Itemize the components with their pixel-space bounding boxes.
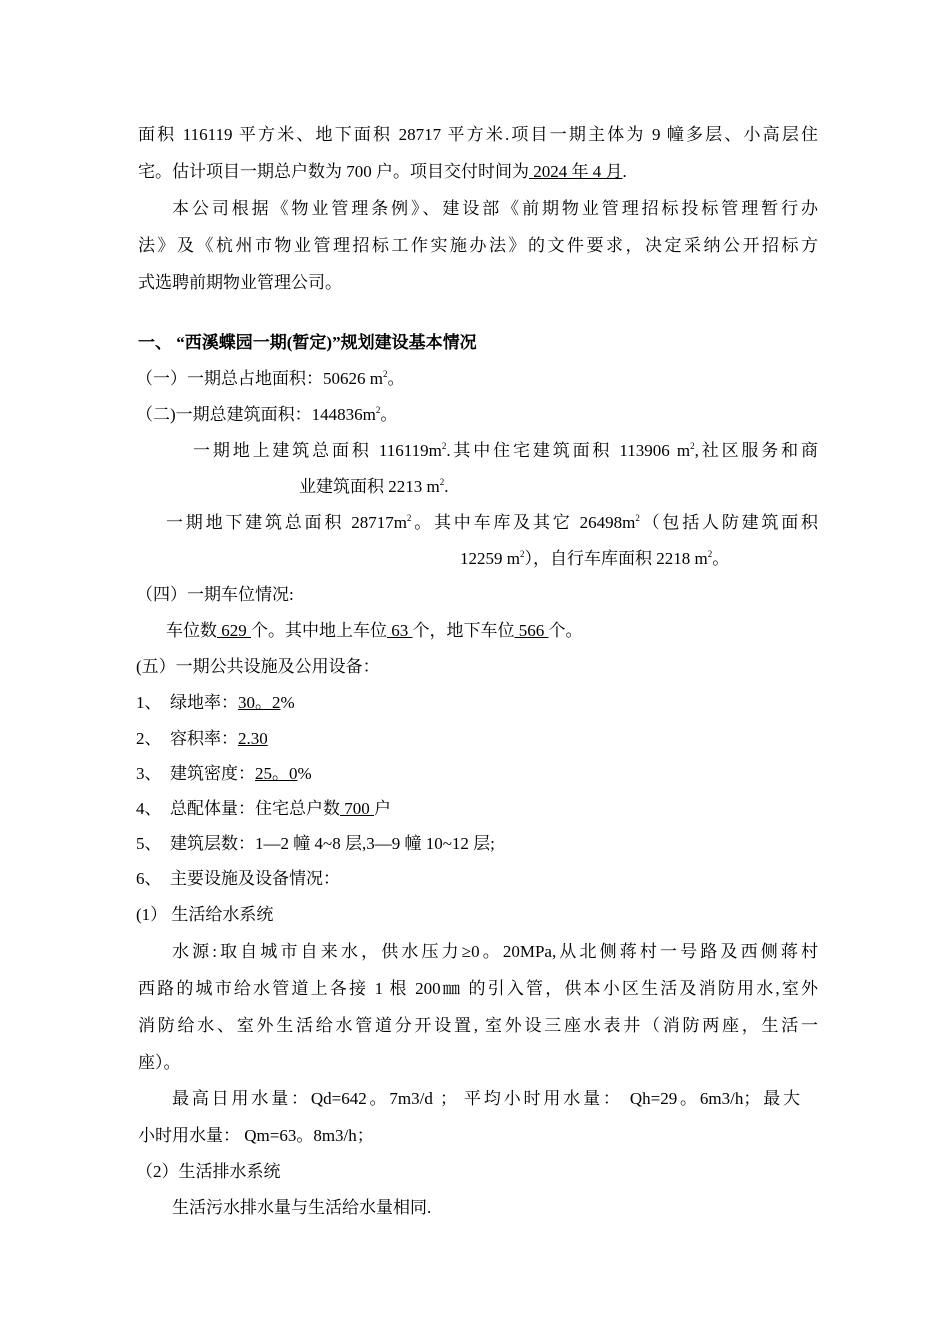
parking-info: 车位数 629 个。其中地上车位 63 个，地下车位 566 个。 — [166, 621, 583, 640]
parking-under: 566 — [514, 621, 549, 640]
intro-p2-line-3: 式选聘前期物业管理公司。 — [138, 273, 342, 292]
intro-p2-line-2: 法》及《杭州市物业管理招标工作实施办法》的文件要求，决定采纳公开招标方 — [138, 236, 818, 255]
total-building-area: （二)一期总建筑面积：$144836m^2$。 — [136, 405, 398, 424]
under-ground-area-line-2: 12259 $m^2$），自行车库面积 2218 $m^2$。 — [460, 549, 730, 568]
intro-line-1: 面积 116119 平方米、地下面积 28717 平方米.项目一期主体为 9 幢多层、小高层住 — [138, 125, 818, 144]
drainage-heading: （2）生活排水系统 — [136, 1162, 281, 1181]
above-ground-area-line-1: 一期地上建筑总面积 $116119m^2$.其中住宅建筑面积 113906 $m^2$,社区服务和商 — [193, 441, 819, 460]
water-source-line-2: 西路的城市给水管道上各接 1 根 200㎜ 的引入管，供本小区生活及消防用水,室外 — [138, 979, 818, 998]
water-source-line-1: 水源:取自城市自来水，供水压力≥0。20MPa,从北侧蒋村一号路及西侧蒋村 — [172, 942, 818, 961]
list-item: 5、 建筑层数：1—2 幢 4~8 层,3—9 幢 10~12 层; — [136, 834, 495, 853]
water-usage-line-2: 小时用水量： Qm=63。8m3/h； — [138, 1126, 374, 1145]
delivery-date: 2024 年 4 月 — [529, 162, 623, 181]
list-item: 2、 容积率：2.30 — [136, 729, 268, 748]
parking-total: 629 — [217, 621, 251, 640]
intro-p2-line-1: 本公司根据《物业管理条例》、建设部《前期物业管理招标投标管理暂行办 — [172, 199, 818, 218]
list-item: 6、 主要设施及设备情况： — [136, 869, 340, 888]
water-usage-line-1: 最高日用水量：Qd=642。7m3/d ； 平均小时用水量： Qh=29。6m3/h；最大 — [172, 1089, 800, 1108]
water-supply-heading: (1） 生活给水系统 — [136, 905, 274, 924]
list-item: 3、 建筑密度：25。0% — [136, 764, 312, 783]
list-item: 1、 绿地率：30。2% — [136, 693, 295, 712]
section-heading: 一、 “西溪蝶园一期(暂定)”规划建设基本情况 — [138, 333, 477, 352]
above-ground-area-line-2: 业建筑面积 2213 $m^2$. — [299, 477, 449, 496]
water-source-line-3: 消防给水、室外生活给水管道分开设置, 室外设三座水表井（消防两座，生活一 — [138, 1016, 818, 1035]
drainage-text: 生活污水排水量与生活给水量相同. — [172, 1198, 432, 1217]
intro-line-2: 宅。估计项目一期总户数为 700 户。项目交付时间为 2024 年 4 月. — [138, 162, 627, 181]
water-source-line-4: 座）。 — [138, 1053, 181, 1072]
parking-above: 63 — [387, 621, 413, 640]
under-ground-area-line-1: 一期地下建筑总面积 $28717m^2$。其中车库及其它 $26498m^2$（包括人防建筑面积 — [166, 513, 818, 532]
total-land-area: （一）一期总占地面积：50626 $m^2$。 — [136, 369, 405, 388]
parking-heading: （四）一期车位情况: — [136, 585, 294, 604]
facilities-heading: (五）一期公共设施及公用设备： — [136, 657, 380, 676]
list-item: 4、 总配体量：住宅总户数 700 户 — [136, 799, 391, 818]
